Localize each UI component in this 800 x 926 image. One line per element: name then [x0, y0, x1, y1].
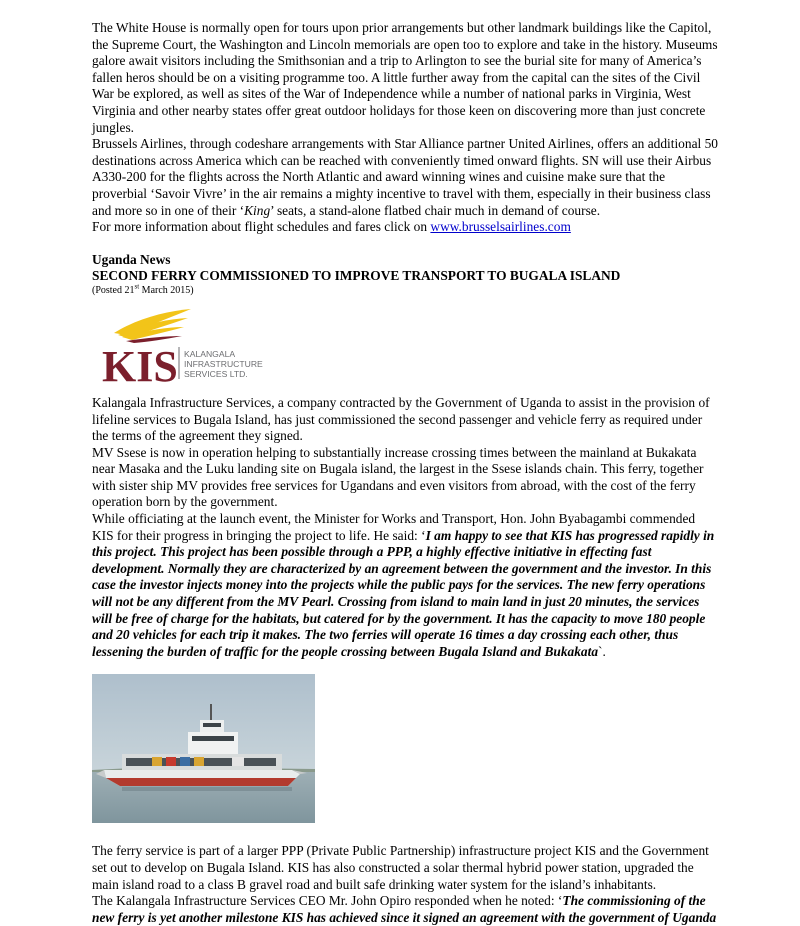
logo-letters: KIS — [102, 341, 178, 385]
intro-paragraph-3 — [92, 219, 718, 236]
ferry-photo-graphic — [92, 674, 315, 823]
article-paragraph-3 — [92, 511, 718, 660]
logo-line-3: SERVICES LTD. — [184, 368, 248, 379]
intro-p2-king: King — [244, 202, 271, 218]
article-headline: SECOND FERRY COMMISSIONED TO IMPROVE TRANSPORT TO BUGALA ISLAND — [92, 268, 621, 284]
intro-p2-text-a: Brussels Airlines, through codeshare arrangements with Star Alliance partner United Airlines, offers an additional 50 destinations across America which can be reached with conveniently timed onward flights. SN will use their Airbus A330-200 for the flights across the North Atlantic and award winning wines and cuisine make sure that the proverbial ‘Savoir Vivre’ in the air remains a mighty incentive to travel with them, especially in their business class and more so in one of their ‘ — [92, 136, 718, 218]
logo-line-1: KALANGALA — [184, 348, 236, 359]
ferry-photo — [92, 674, 315, 823]
kis-logo-graphic — [96, 305, 296, 385]
brussels-airlines-link[interactable]: www.brusselsairlines.com — [430, 219, 571, 235]
intro-paragraph-1: The White House is normally open for tours upon prior arrangements but other landmark buildings like the Capitol, the Supreme Court, the Washington and Lincoln memorials are open too to explore and take in the history. Museums galore await visitors including the Smithsonian and a trip to Arlington to see the burial site for many of America’s fallen heros should be on a visiting programme too. A little further away from the capital can the sites of the Civil War be explored, as well as sites of the War of Independence while a number of national parks in Virginia, West Virginia and other nearby states offer great outdoor holidays for those keen on discovering more than just concrete jungles. — [92, 20, 718, 135]
intro-p3-text: For more information about flight schedules and fares click on — [92, 219, 431, 235]
minister-quote: I am happy to see that KIS has progressed rapidly in this project. This project has been possible through a PPP, a highly effective initiative in effecting fast development. Normally they are characterized by an agreement between the government and the investor. In this case the investor injects money into the projects while the public pays for the services. The new ferry operations will not be any different from the MV Pearl. Crossing from island to main land in just 20 minutes, the services will be free of charge for the habitats, but catered for by the government. It has the capacity to move 180 people and 20 vehicles for each trip it makes. The two ferries will operate 16 times a day crossing each other, thus lessening the burden of traffic for the people crossing between Bugala Island and Bukakata — [92, 527, 715, 659]
article-paragraph-2: MV Ssese is now in operation helping to substantially increase crossing times between the mainland at Bukakata near Masaka and the Luku landing site on Bugala island, the largest in the Ssese islands chain. This ferry, together with sister ship MV provides free services for Ugandans and even visitors from abroad, with the cost of the ferry operation born by the government. — [92, 444, 704, 510]
para5-text-a: The Kalangala Infrastructure Services CEO Mr. John Opiro responded when he noted: ‘ — [92, 893, 563, 909]
para3-text-a: While officiating at the launch event, the Minister for Works and Transport, Hon. John Byabagambi commended KIS for their progress in bringing the project to life. He said: ‘ — [92, 511, 696, 543]
posted-prefix: (Posted 21 — [92, 284, 135, 296]
posted-suffix: March 2015) — [139, 284, 194, 296]
posted-date — [92, 282, 718, 297]
logo-line-2: INFRASTRUCTURE — [184, 358, 263, 369]
article-paragraph-5 — [92, 893, 718, 926]
document-page — [92, 20, 718, 926]
article-paragraph-1: Kalangala Infrastructure Services, a company contracted by the Government of Uganda to assist in the provision of lifeline services to Bugala Island, has just commissioned the second passenger and vehicle ferry as required under the terms of the agreement they signed. — [92, 394, 710, 444]
ceo-quote: The commissioning of the new ferry is yet another milestone KIS has achieved since it signed an agreement with the government of Uganda — [92, 893, 717, 925]
posted-sup: st — [134, 282, 140, 291]
article-paragraph-4: The ferry service is part of a larger PPP (Private Public Partnership) infrastructure project KIS and the Government set out to develop on Bugala Island. KIS has also constructed a solar thermal hybrid power station, upgraded the main island road to a class B gravel road and built safe drinking water system for the island’s inhabitants. — [92, 843, 709, 892]
kis-logo — [96, 305, 296, 385]
intro-p2-text-b: ’ seats, a stand-alone flatbed chair much in demand of course. — [270, 202, 601, 218]
para3-text-b: `. — [598, 643, 606, 659]
intro-paragraph-2 — [92, 136, 718, 219]
section-title: Uganda News — [92, 251, 171, 267]
